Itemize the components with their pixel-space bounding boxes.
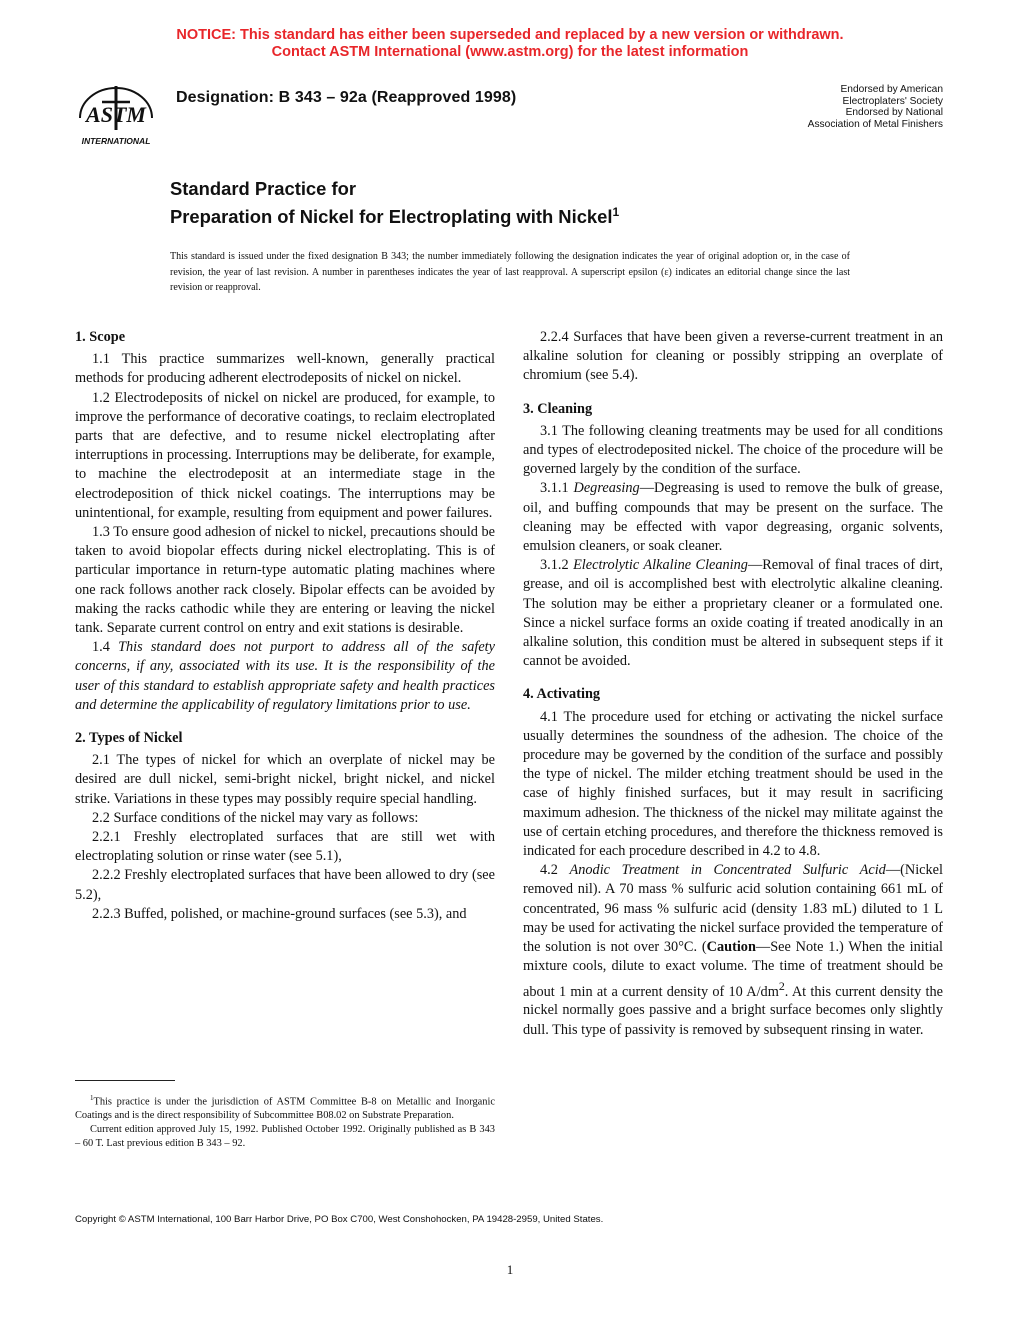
- paragraph-2-2: 2.2 Surface conditions of the nickel may vary as follows:: [92, 809, 419, 826]
- paragraph-1-3: 1.3 To ensure good adhesion of nickel to nickel, precautions should be taken to avoid biopolar effects during nickel electroplating. This is of particular importance in return-type automatic plating machines where one rack follows another rack closely. Bipolar effects can be avoided by making the racks cathodic while they are entering or leaving the nickel tank. Separate current control on entry and exit stations is desirable.: [75, 524, 495, 637]
- paragraph-2-2-2: 2.2.2 Freshly electroplated surfaces that have been allowed to dry (see 5.2),: [75, 867, 495, 903]
- paragraph-3-1-2: [523, 556, 943, 671]
- title-main: Preparation of Nickel for Electroplating with Nickel: [170, 206, 613, 228]
- footnote-divider: [75, 1080, 175, 1081]
- endorsement-line: Association of Metal Finishers: [807, 119, 943, 131]
- paragraph-1-2: 1.2 Electrodeposits of nickel on nickel are produced, for example, to improve the performance of decorative coatings, to reclaim electroplated parts that are defective, and to resume nickel electroplating after interruptions in processing. Interruptions may be deliberate, for example, to machine the electrodeposit at an intermediate stage in the electrodeposition of thick nickel coatings. The interruptions may be unintentional, for example, resulting from equipment and power failures.: [75, 389, 495, 521]
- footnote-1-text: This practice is under the jurisdiction of ASTM Committee B-8 on Metallic and Inorganic Coatings and is the direct responsibility of Subcommittee B08.02 on Substrate Preparation.: [75, 1096, 495, 1122]
- endorsement-line: Electroplaters' Society: [842, 95, 943, 107]
- paragraph-3-1-1: [523, 479, 943, 556]
- section-heading-scope: 1. Scope: [75, 329, 126, 345]
- paragraph-3-1-1-number: 3.1.1: [540, 480, 569, 497]
- astm-logo-graphic: [70, 78, 162, 148]
- paragraph-4-2-term: Anodic Treatment in Concentrated Sulfuric Acid: [569, 862, 886, 879]
- astm-logo-icon: [70, 78, 162, 148]
- designation: Designation: B 343 – 92a (Reapproved 1998): [176, 89, 517, 106]
- paragraph-3-1-1-text: —Degreasing is used to remove the bulk of grease, oil, and buffing compounds that may be present on the surface. The cleaning may be effected with vapor degreasing, organic solvents, emulsion cleaners, or soak cleaner.: [523, 480, 944, 555]
- left-column: [75, 328, 495, 924]
- footnote-1: [75, 1092, 495, 1123]
- paragraph-1-4-text: This standard does not purport to address all of the safety concerns, if any, associated with its use. It is the responsibility of the user of this standard to establish appropriate safety and health practices and determine the applicability of regulatory limitations prior to use.: [75, 639, 495, 713]
- section-heading-cleaning: 3. Cleaning: [523, 400, 593, 417]
- endorsement-line: Endorsed by National: [845, 107, 943, 119]
- logo-subtext: INTERNATIONAL: [81, 136, 151, 146]
- logo-letters: ASTM: [86, 102, 146, 127]
- paragraph-4-2-text-b: —See Note 1.) When the initial mixture cools, dilute to exact volume. The time of treatment should be about 1 min at a current density of 10 A/dm: [523, 939, 943, 1000]
- paragraph-1-4-number: 1.4: [92, 639, 110, 656]
- paragraph-4-2: [523, 861, 943, 1040]
- endorsement-block: [808, 84, 943, 131]
- footnote: [75, 1092, 495, 1151]
- paragraph-2-2-3: 2.2.3 Buffed, polished, or machine-ground surfaces (see 5.3), and: [92, 905, 467, 922]
- title-line-1: Standard Practice for: [170, 178, 357, 199]
- issue-note: This standard is issued under the fixed designation B 343; the number immediately following the designation indicates the year of original adoption or, in the case of revision, the year of last revision. A number in parentheses indicates the year of last reapproval. A superscript epsilon (ε) indicates an editorial change since the last revision or reapproval.: [170, 251, 850, 293]
- paragraph-4-1: 4.1 The procedure used for etching or activating the nickel surface usually determines the soundness of the adhesion. The choice of the procedure may be governed by the condition of the surface and possibly the type of nickel. The milder etching treatment should be used in the case of highly finished surfaces, but it may result in sacrificing maximum adhesion. The thickness of the nickel may militate against the use of certain etching procedures, and therefore the thickness removed is indicated for each procedure described in 4.2 to 4.8.: [523, 708, 943, 860]
- notice-line-1: NOTICE: This standard has either been superseded and replaced by a new version or withdrawn.: [176, 27, 844, 43]
- copyright-line: Copyright © ASTM International, 100 Barr Harbor Drive, PO Box C700, West Conshohocken, PA 19428-2959, United States.: [75, 1214, 604, 1225]
- paragraph-3-1-2-number: 3.1.2: [540, 557, 569, 574]
- document-title: [170, 178, 619, 229]
- paragraph-3-1: 3.1 The following cleaning treatments may be used for all conditions and types of electrodeposited nickel. The choice of the procedure will be governed largely by the condition of the surface.: [523, 422, 943, 478]
- superscript-2: 2: [778, 978, 785, 993]
- paragraph-3-1-2-text: —Removal of final traces of dirt, grease, and oil is accomplished best with electrolytic alkaline cleaning. The solution may be either a proprietary cleaner or a formulated one. Since a nickel surface forms an oxide coating if treated anodically in an alkaline solution, this condition must be altered in subsequent steps if it cannot be avoided.: [523, 557, 943, 670]
- right-column: [523, 328, 943, 1040]
- notice-line-2: Contact ASTM International (www.astm.org) for the latest information: [271, 44, 749, 60]
- footnote-2: Current edition approved July 15, 1992. Published October 1992. Originally published as B 343 – 60 T. Last previous edition B 343 – 92.: [75, 1124, 495, 1149]
- caution-label: Caution: [706, 939, 756, 956]
- endorsement-line: Endorsed by American: [840, 84, 943, 95]
- paragraph-4-2-text-a: —(Nickel removed nil). A 70 mass % sulfuric acid solution containing 661 mL of concentrated, 96 mass % sulfuric acid (density 1.83 mL) diluted to 1 L may be used for activating the nickel surface provided the temperature of the solution is not over 30°C. (: [523, 862, 943, 956]
- paragraph-2-2-4: 2.2.4 Surfaces that have been given a reverse-current treatment in an alkaline solution for cleaning or possibly stripping an overplate of chromium (see 5.4).: [523, 329, 943, 384]
- page-number: 1: [506, 1262, 514, 1277]
- paragraph-3-1-2-term: Electrolytic Alkaline Cleaning: [573, 557, 748, 574]
- title-footnote-mark: 1: [612, 205, 620, 219]
- supersession-notice: [0, 27, 1020, 61]
- title-line-2: [170, 200, 619, 229]
- paragraph-2-2-1: 2.2.1 Freshly electroplated surfaces that are still wet with electroplating solution or rinse water (see 5.1),: [75, 829, 495, 865]
- section-heading-types: 2. Types of Nickel: [75, 730, 183, 747]
- footnote-mark: 1: [90, 1094, 94, 1102]
- paragraph-4-2-number: 4.2: [540, 862, 558, 879]
- paragraph-4-2-text-c: . At this current density the nickel normally goes passive and a bright surface becomes only slightly dull. This type of passivity is removed by subsequent rinsing in water.: [523, 983, 944, 1038]
- section-heading-activating: 4. Activating: [523, 686, 601, 703]
- paragraph-1-4: [75, 638, 495, 715]
- paragraph-2-1: 2.1 The types of nickel for which an overplate of nickel may be desired are dull nickel, semi-bright nickel, bright nickel, and nickel strike. Variations in these types may possibly require special handling.: [75, 752, 495, 807]
- paragraph-3-1-1-term: Degreasing: [573, 480, 640, 497]
- paragraph-1-1: 1.1 This practice summarizes well-known, generally practical methods for producing adherent electrodeposits of nickel on nickel.: [75, 351, 495, 387]
